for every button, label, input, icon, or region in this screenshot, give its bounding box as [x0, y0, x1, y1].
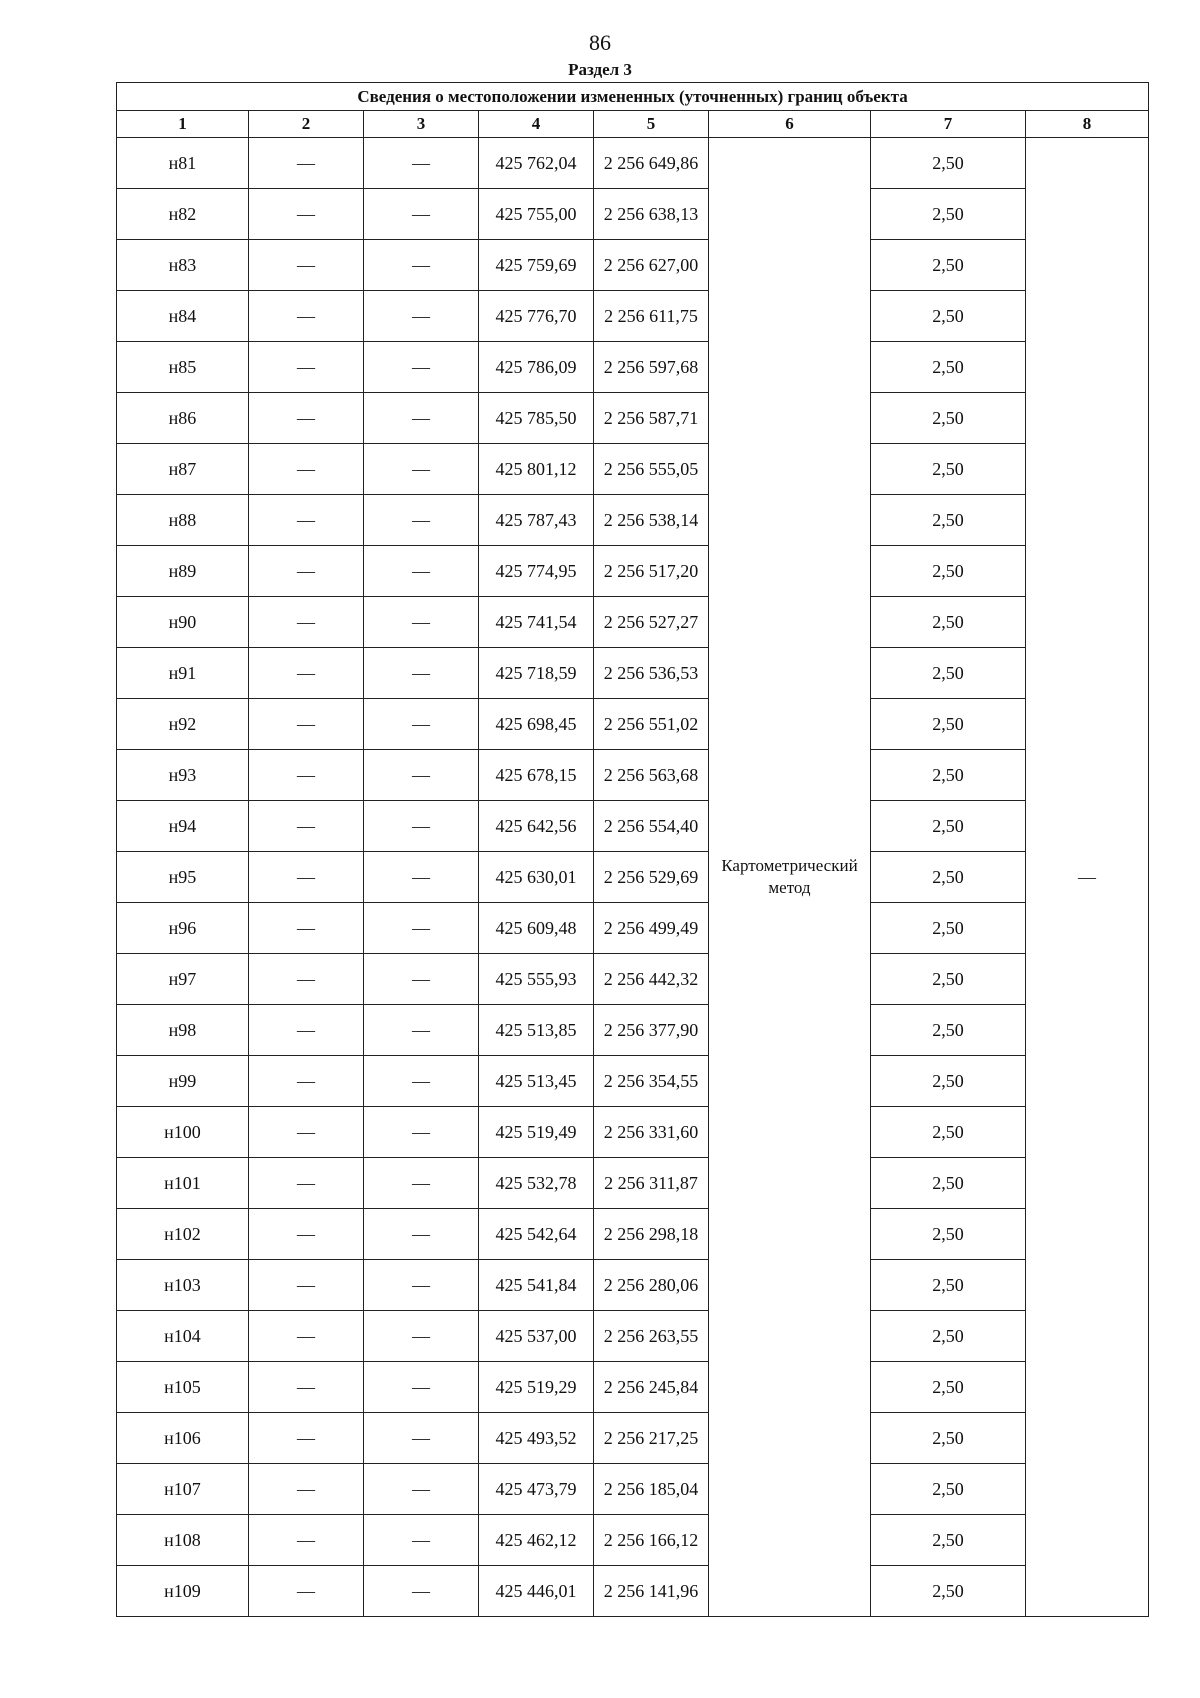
column-number: 1 [117, 111, 249, 138]
column-number: 8 [1026, 111, 1149, 138]
y-coordinate-cell: 2 256 141,96 [594, 1566, 709, 1617]
table-row [117, 1005, 1149, 1056]
precision-cell: 2,50 [871, 495, 1026, 546]
precision-cell: 2,50 [871, 1362, 1026, 1413]
column2-cell: — [249, 1209, 364, 1260]
y-coordinate-cell: 2 256 563,68 [594, 750, 709, 801]
column2-cell: — [249, 495, 364, 546]
column-number: 6 [709, 111, 871, 138]
x-coordinate-cell: 425 642,56 [479, 801, 594, 852]
y-coordinate-cell: 2 256 538,14 [594, 495, 709, 546]
precision-cell: 2,50 [871, 648, 1026, 699]
point-name-cell: н81 [117, 138, 249, 189]
point-name-cell: н92 [117, 699, 249, 750]
column3-cell: — [364, 444, 479, 495]
precision-cell: 2,50 [871, 699, 1026, 750]
x-coordinate-cell: 425 678,15 [479, 750, 594, 801]
x-coordinate-cell: 425 774,95 [479, 546, 594, 597]
table-row [117, 1107, 1149, 1158]
column2-cell: — [249, 801, 364, 852]
column2-cell: — [249, 750, 364, 801]
point-name-cell: н89 [117, 546, 249, 597]
column2-cell: — [249, 1515, 364, 1566]
column3-cell: — [364, 138, 479, 189]
table-row [117, 138, 1149, 189]
point-name-cell: н84 [117, 291, 249, 342]
column3-cell: — [364, 1056, 479, 1107]
x-coordinate-cell: 425 785,50 [479, 393, 594, 444]
point-name-cell: н99 [117, 1056, 249, 1107]
x-coordinate-cell: 425 762,04 [479, 138, 594, 189]
x-coordinate-cell: 425 787,43 [479, 495, 594, 546]
column2-cell: — [249, 444, 364, 495]
point-name-cell: н100 [117, 1107, 249, 1158]
x-coordinate-cell: 425 776,70 [479, 291, 594, 342]
x-coordinate-cell: 425 555,93 [479, 954, 594, 1005]
y-coordinate-cell: 2 256 354,55 [594, 1056, 709, 1107]
x-coordinate-cell: 425 698,45 [479, 699, 594, 750]
table-row [117, 240, 1149, 291]
y-coordinate-cell: 2 256 527,27 [594, 597, 709, 648]
table-row [117, 1362, 1149, 1413]
column3-cell: — [364, 240, 479, 291]
table-body [117, 138, 1149, 1617]
precision-cell: 2,50 [871, 1209, 1026, 1260]
column3-cell: — [364, 903, 479, 954]
column3-cell: — [364, 750, 479, 801]
y-coordinate-cell: 2 256 554,40 [594, 801, 709, 852]
column-number: 7 [871, 111, 1026, 138]
column2-cell: — [249, 1311, 364, 1362]
precision-cell: 2,50 [871, 444, 1026, 495]
y-coordinate-cell: 2 256 442,32 [594, 954, 709, 1005]
table-row [117, 597, 1149, 648]
point-name-cell: н90 [117, 597, 249, 648]
column3-cell: — [364, 852, 479, 903]
y-coordinate-cell: 2 256 638,13 [594, 189, 709, 240]
table-row [117, 444, 1149, 495]
x-coordinate-cell: 425 759,69 [479, 240, 594, 291]
column2-cell: — [249, 1260, 364, 1311]
precision-cell: 2,50 [871, 240, 1026, 291]
point-name-cell: н103 [117, 1260, 249, 1311]
table-row [117, 495, 1149, 546]
point-name-cell: н94 [117, 801, 249, 852]
column2-cell: — [249, 597, 364, 648]
point-name-cell: н97 [117, 954, 249, 1005]
precision-cell: 2,50 [871, 546, 1026, 597]
column2-cell: — [249, 1413, 364, 1464]
x-coordinate-cell: 425 513,45 [479, 1056, 594, 1107]
column3-cell: — [364, 1107, 479, 1158]
column2-cell: — [249, 648, 364, 699]
point-name-cell: н108 [117, 1515, 249, 1566]
column2-cell: — [249, 1107, 364, 1158]
table-row [117, 546, 1149, 597]
table-row [117, 1464, 1149, 1515]
table-row [117, 648, 1149, 699]
precision-cell: 2,50 [871, 138, 1026, 189]
y-coordinate-cell: 2 256 377,90 [594, 1005, 709, 1056]
precision-cell: 2,50 [871, 1056, 1026, 1107]
table-row [117, 291, 1149, 342]
y-coordinate-cell: 2 256 529,69 [594, 852, 709, 903]
y-coordinate-cell: 2 256 245,84 [594, 1362, 709, 1413]
column2-cell: — [249, 852, 364, 903]
table-row [117, 1056, 1149, 1107]
column3-cell: — [364, 1413, 479, 1464]
point-name-cell: н98 [117, 1005, 249, 1056]
precision-cell: 2,50 [871, 852, 1026, 903]
column3-cell: — [364, 1158, 479, 1209]
point-name-cell: н102 [117, 1209, 249, 1260]
precision-cell: 2,50 [871, 1413, 1026, 1464]
column3-cell: — [364, 954, 479, 1005]
x-coordinate-cell: 425 519,49 [479, 1107, 594, 1158]
point-name-cell: н106 [117, 1413, 249, 1464]
x-coordinate-cell: 425 630,01 [479, 852, 594, 903]
page-number: 86 [589, 30, 611, 55]
column3-cell: — [364, 189, 479, 240]
column2-cell: — [249, 240, 364, 291]
x-coordinate-cell: 425 473,79 [479, 1464, 594, 1515]
point-name-cell: н82 [117, 189, 249, 240]
column8-cell: — [1026, 138, 1149, 1617]
point-name-cell: н91 [117, 648, 249, 699]
x-coordinate-cell: 425 532,78 [479, 1158, 594, 1209]
column2-cell: — [249, 342, 364, 393]
x-coordinate-cell: 425 542,64 [479, 1209, 594, 1260]
table-row [117, 342, 1149, 393]
precision-cell: 2,50 [871, 1311, 1026, 1362]
table-row [117, 393, 1149, 444]
column2-cell: — [249, 138, 364, 189]
column2-cell: — [249, 546, 364, 597]
precision-cell: 2,50 [871, 291, 1026, 342]
precision-cell: 2,50 [871, 597, 1026, 648]
y-coordinate-cell: 2 256 331,60 [594, 1107, 709, 1158]
table-row [117, 1413, 1149, 1464]
y-coordinate-cell: 2 256 551,02 [594, 699, 709, 750]
table-row [117, 801, 1149, 852]
y-coordinate-cell: 2 256 555,05 [594, 444, 709, 495]
x-coordinate-cell: 425 537,00 [479, 1311, 594, 1362]
table-row [117, 750, 1149, 801]
precision-cell: 2,50 [871, 750, 1026, 801]
precision-cell: 2,50 [871, 1005, 1026, 1056]
y-coordinate-cell: 2 256 311,87 [594, 1158, 709, 1209]
column3-cell: — [364, 1515, 479, 1566]
y-coordinate-cell: 2 256 587,71 [594, 393, 709, 444]
x-coordinate-cell: 425 446,01 [479, 1566, 594, 1617]
y-coordinate-cell: 2 256 499,49 [594, 903, 709, 954]
point-name-cell: н101 [117, 1158, 249, 1209]
point-name-cell: н88 [117, 495, 249, 546]
precision-cell: 2,50 [871, 1158, 1026, 1209]
column-number: 4 [479, 111, 594, 138]
precision-cell: 2,50 [871, 1260, 1026, 1311]
precision-cell: 2,50 [871, 801, 1026, 852]
y-coordinate-cell: 2 256 627,00 [594, 240, 709, 291]
y-coordinate-cell: 2 256 611,75 [594, 291, 709, 342]
table-row [117, 954, 1149, 1005]
y-coordinate-cell: 2 256 185,04 [594, 1464, 709, 1515]
column3-cell: — [364, 1362, 479, 1413]
table-row [117, 189, 1149, 240]
x-coordinate-cell: 425 541,84 [479, 1260, 594, 1311]
column2-cell: — [249, 1056, 364, 1107]
precision-cell: 2,50 [871, 954, 1026, 1005]
table-row [117, 699, 1149, 750]
column-number: 5 [594, 111, 709, 138]
x-coordinate-cell: 425 801,12 [479, 444, 594, 495]
column3-cell: — [364, 1209, 479, 1260]
column2-cell: — [249, 1005, 364, 1056]
x-coordinate-cell: 425 513,85 [479, 1005, 594, 1056]
column3-cell: — [364, 1311, 479, 1362]
table-row [117, 852, 1149, 903]
precision-cell: 2,50 [871, 1464, 1026, 1515]
column3-cell: — [364, 291, 479, 342]
point-name-cell: н107 [117, 1464, 249, 1515]
table-row [117, 1209, 1149, 1260]
column2-cell: — [249, 1566, 364, 1617]
column-number: 3 [364, 111, 479, 138]
column-number: 2 [249, 111, 364, 138]
point-name-cell: н87 [117, 444, 249, 495]
y-coordinate-cell: 2 256 263,55 [594, 1311, 709, 1362]
precision-cell: 2,50 [871, 189, 1026, 240]
boundary-coordinates-table [116, 82, 1149, 1617]
y-coordinate-cell: 2 256 217,25 [594, 1413, 709, 1464]
column3-cell: — [364, 1005, 479, 1056]
precision-cell: 2,50 [871, 1107, 1026, 1158]
point-name-cell: н85 [117, 342, 249, 393]
y-coordinate-cell: 2 256 298,18 [594, 1209, 709, 1260]
column3-cell: — [364, 597, 479, 648]
column2-cell: — [249, 189, 364, 240]
point-name-cell: н86 [117, 393, 249, 444]
table-row [117, 1566, 1149, 1617]
column3-cell: — [364, 393, 479, 444]
column3-cell: — [364, 1566, 479, 1617]
column2-cell: — [249, 1362, 364, 1413]
column2-cell: — [249, 1464, 364, 1515]
precision-cell: 2,50 [871, 342, 1026, 393]
table-row [117, 1158, 1149, 1209]
point-name-cell: н109 [117, 1566, 249, 1617]
x-coordinate-cell: 425 462,12 [479, 1515, 594, 1566]
method-cell: Картометрический метод [709, 138, 871, 1617]
point-name-cell: н95 [117, 852, 249, 903]
table-row [117, 903, 1149, 954]
column2-cell: — [249, 954, 364, 1005]
x-coordinate-cell: 425 493,52 [479, 1413, 594, 1464]
column2-cell: — [249, 903, 364, 954]
x-coordinate-cell: 425 755,00 [479, 189, 594, 240]
y-coordinate-cell: 2 256 649,86 [594, 138, 709, 189]
table-row [117, 1311, 1149, 1362]
column3-cell: — [364, 495, 479, 546]
point-name-cell: н105 [117, 1362, 249, 1413]
precision-cell: 2,50 [871, 1566, 1026, 1617]
column-number-row [117, 111, 1149, 138]
point-name-cell: н93 [117, 750, 249, 801]
x-coordinate-cell: 425 786,09 [479, 342, 594, 393]
precision-cell: 2,50 [871, 1515, 1026, 1566]
column2-cell: — [249, 393, 364, 444]
y-coordinate-cell: 2 256 517,20 [594, 546, 709, 597]
point-name-cell: н83 [117, 240, 249, 291]
table-caption: Сведения о местоположении измененных (уточненных) границ объекта [117, 83, 1149, 111]
column2-cell: — [249, 291, 364, 342]
point-name-cell: н104 [117, 1311, 249, 1362]
y-coordinate-cell: 2 256 166,12 [594, 1515, 709, 1566]
column3-cell: — [364, 801, 479, 852]
x-coordinate-cell: 425 741,54 [479, 597, 594, 648]
column3-cell: — [364, 699, 479, 750]
column3-cell: — [364, 546, 479, 597]
column3-cell: — [364, 1260, 479, 1311]
y-coordinate-cell: 2 256 597,68 [594, 342, 709, 393]
section-title: Раздел 3 [568, 60, 632, 79]
x-coordinate-cell: 425 609,48 [479, 903, 594, 954]
point-name-cell: н96 [117, 903, 249, 954]
column3-cell: — [364, 342, 479, 393]
x-coordinate-cell: 425 718,59 [479, 648, 594, 699]
column3-cell: — [364, 1464, 479, 1515]
column3-cell: — [364, 648, 479, 699]
y-coordinate-cell: 2 256 536,53 [594, 648, 709, 699]
table-row [117, 1515, 1149, 1566]
y-coordinate-cell: 2 256 280,06 [594, 1260, 709, 1311]
precision-cell: 2,50 [871, 393, 1026, 444]
column2-cell: — [249, 1158, 364, 1209]
table-row [117, 1260, 1149, 1311]
column2-cell: — [249, 699, 364, 750]
x-coordinate-cell: 425 519,29 [479, 1362, 594, 1413]
precision-cell: 2,50 [871, 903, 1026, 954]
